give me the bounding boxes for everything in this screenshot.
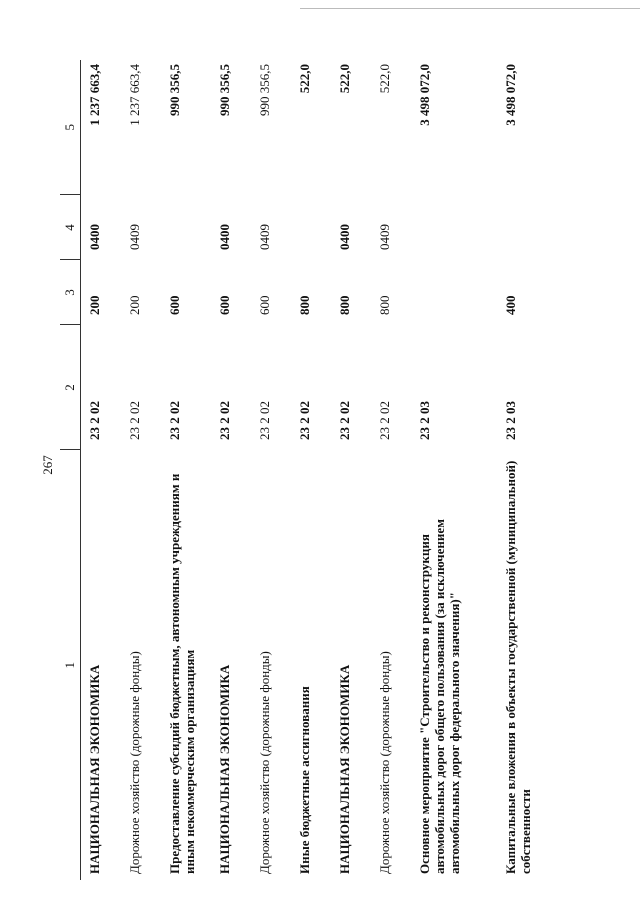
row-csr: 23 2 02 bbox=[127, 401, 142, 440]
page-number: 267 bbox=[40, 455, 55, 475]
row-vr bbox=[411, 260, 497, 325]
row-name: Капитальные вложения в объекты государственной (муниципальной) собственности bbox=[503, 460, 533, 874]
row-vr: 800 bbox=[377, 295, 392, 315]
row-name: Иные бюджетные ассигнования bbox=[297, 686, 312, 874]
row-sum: 1 237 663,4 bbox=[127, 64, 142, 126]
row-name: НАЦИОНАЛЬНАЯ ЭКОНОМИКА bbox=[87, 664, 102, 874]
row-vr: 600 bbox=[257, 295, 272, 315]
table-header-row bbox=[60, 60, 81, 880]
col-header-5: 5 bbox=[60, 60, 81, 195]
row-vr: 600 bbox=[167, 295, 182, 315]
row-name: Дорожное хозяйство (дорожные фонды) bbox=[377, 651, 392, 874]
table-row bbox=[251, 60, 291, 880]
row-csr: 23 2 02 bbox=[377, 401, 392, 440]
row-sum: 3 498 072,0 bbox=[503, 64, 518, 126]
table-row bbox=[211, 60, 251, 880]
row-name: Дорожное хозяйство (дорожные фонды) bbox=[257, 651, 272, 874]
table-row bbox=[331, 60, 371, 880]
col-header-3: 3 bbox=[60, 260, 81, 325]
row-sum: 522,0 bbox=[377, 64, 392, 94]
row-rzpr: 0400 bbox=[337, 224, 352, 250]
row-vr: 200 bbox=[87, 295, 102, 315]
table-row bbox=[371, 60, 411, 880]
row-rzpr: 0400 bbox=[87, 224, 102, 250]
row-csr: 23 2 03 bbox=[503, 401, 518, 440]
row-sum: 522,0 bbox=[297, 64, 312, 94]
row-sum: 1 237 663,4 bbox=[87, 64, 102, 126]
row-sum: 990 356,5 bbox=[217, 64, 232, 116]
row-rzpr bbox=[161, 195, 211, 260]
row-name: Дорожное хозяйство (дорожные фонды) bbox=[127, 651, 142, 874]
row-rzpr bbox=[411, 195, 497, 260]
col-header-4: 4 bbox=[60, 195, 81, 260]
row-csr: 23 2 02 bbox=[167, 401, 182, 440]
row-sum: 3 498 072,0 bbox=[417, 64, 432, 126]
budget-table-container bbox=[60, 60, 590, 880]
row-sum: 990 356,5 bbox=[167, 64, 182, 116]
row-vr: 600 bbox=[217, 295, 232, 315]
col-header-2: 2 bbox=[60, 325, 81, 450]
row-vr: 800 bbox=[297, 295, 312, 315]
row-rzpr bbox=[291, 195, 331, 260]
table-row bbox=[411, 60, 497, 880]
table-row bbox=[121, 60, 161, 880]
row-csr: 23 2 02 bbox=[337, 401, 352, 440]
row-vr: 200 bbox=[127, 295, 142, 315]
row-rzpr bbox=[497, 195, 547, 260]
row-name: Предоставление субсидий бюджетным, автономным учреждениям и иным некоммерческим организациям bbox=[167, 473, 197, 874]
row-rzpr: 0409 bbox=[257, 224, 272, 250]
row-csr: 23 2 02 bbox=[217, 401, 232, 440]
top-rule bbox=[300, 8, 640, 9]
row-sum: 522,0 bbox=[337, 64, 352, 94]
row-rzpr: 0409 bbox=[127, 224, 142, 250]
table-row bbox=[497, 60, 547, 880]
row-name: НАЦИОНАЛЬНАЯ ЭКОНОМИКА bbox=[217, 664, 232, 874]
row-csr: 23 2 02 bbox=[297, 401, 312, 440]
table-row bbox=[161, 60, 211, 880]
row-name: НАЦИОНАЛЬНАЯ ЭКОНОМИКА bbox=[337, 664, 352, 874]
row-name: Основное мероприятие "Строительство и реконструкция автомобильных дорог общего пользования (за исключением автомобильных дорог федерального значения)" bbox=[417, 518, 462, 874]
row-vr: 800 bbox=[337, 295, 352, 315]
row-csr: 23 2 02 bbox=[87, 401, 102, 440]
table-row bbox=[81, 60, 122, 880]
row-csr: 23 2 03 bbox=[417, 401, 432, 440]
row-csr: 23 2 02 bbox=[257, 401, 272, 440]
row-rzpr: 0409 bbox=[377, 224, 392, 250]
budget-table bbox=[60, 60, 547, 880]
col-header-1: 1 bbox=[60, 450, 81, 880]
row-vr: 400 bbox=[503, 295, 518, 315]
table-row bbox=[291, 60, 331, 880]
row-sum: 990 356,5 bbox=[257, 64, 272, 116]
row-rzpr: 0400 bbox=[217, 224, 232, 250]
